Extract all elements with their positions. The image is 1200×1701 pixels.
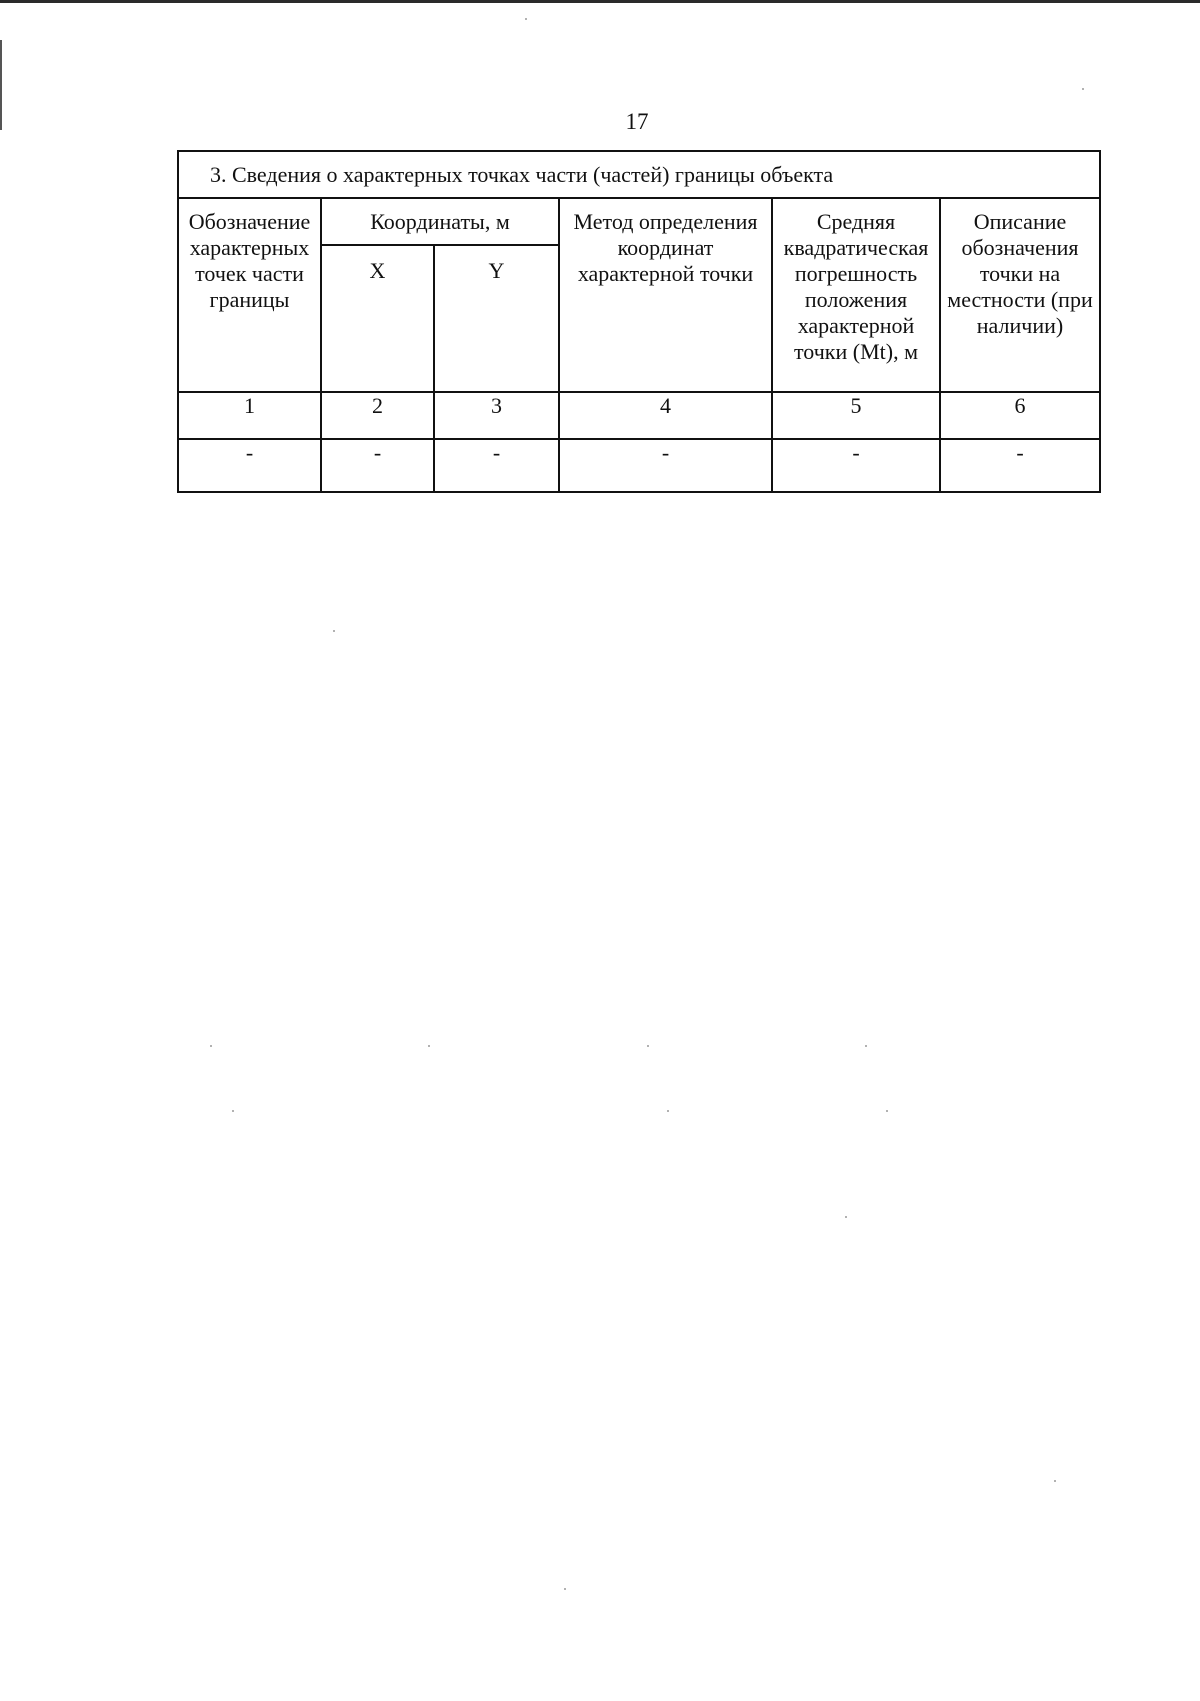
- scan-speck: [865, 1045, 867, 1047]
- column-number: 6: [940, 392, 1100, 439]
- page-number: 17: [625, 109, 649, 134]
- scan-speck: [232, 1110, 234, 1112]
- column-number: 4: [559, 392, 772, 439]
- table-cell: -: [321, 439, 434, 492]
- scan-speck: [1082, 88, 1084, 90]
- table-header-row: [178, 198, 1100, 245]
- scan-speck: [525, 18, 527, 20]
- table-row: [178, 439, 1100, 492]
- table-cell: -: [772, 439, 940, 492]
- header-point-designation: Обозначение характерных точек части границы: [178, 198, 321, 392]
- column-number: 2: [321, 392, 434, 439]
- table-cell: -: [178, 439, 321, 492]
- scan-speck: [647, 1045, 649, 1047]
- column-number: 1: [178, 392, 321, 439]
- scan-speck: [210, 1045, 212, 1047]
- header-error: Средняя квадратическая погрешность положения характерной точки (Mt), м: [772, 198, 940, 392]
- table-title-row: [178, 151, 1100, 198]
- table-cell: -: [559, 439, 772, 492]
- table-cell: -: [940, 439, 1100, 492]
- column-number: 5: [772, 392, 940, 439]
- scan-speck: [428, 1045, 430, 1047]
- scan-speck: [667, 1110, 669, 1112]
- header-y: Y: [434, 245, 559, 392]
- scan-speck: [1054, 1480, 1056, 1482]
- scan-speck: [845, 1216, 847, 1218]
- scan-speck: [886, 1110, 888, 1112]
- column-number: 3: [434, 392, 559, 439]
- table-cell: -: [434, 439, 559, 492]
- header-coordinates: Координаты, м: [321, 198, 559, 245]
- header-description: Описание обозначения точки на местности (при наличии): [940, 198, 1100, 392]
- boundary-points-table: [177, 150, 1101, 493]
- header-method: Метод определения координат характерной точки: [559, 198, 772, 392]
- header-x: X: [321, 245, 434, 392]
- scan-speck: [333, 630, 335, 632]
- scan-speck: [564, 1588, 566, 1590]
- section-title: 3. Сведения о характерных точках части (частей) границы объекта: [178, 151, 1100, 198]
- scan-top-edge: [0, 0, 1200, 3]
- column-number-row: [178, 392, 1100, 439]
